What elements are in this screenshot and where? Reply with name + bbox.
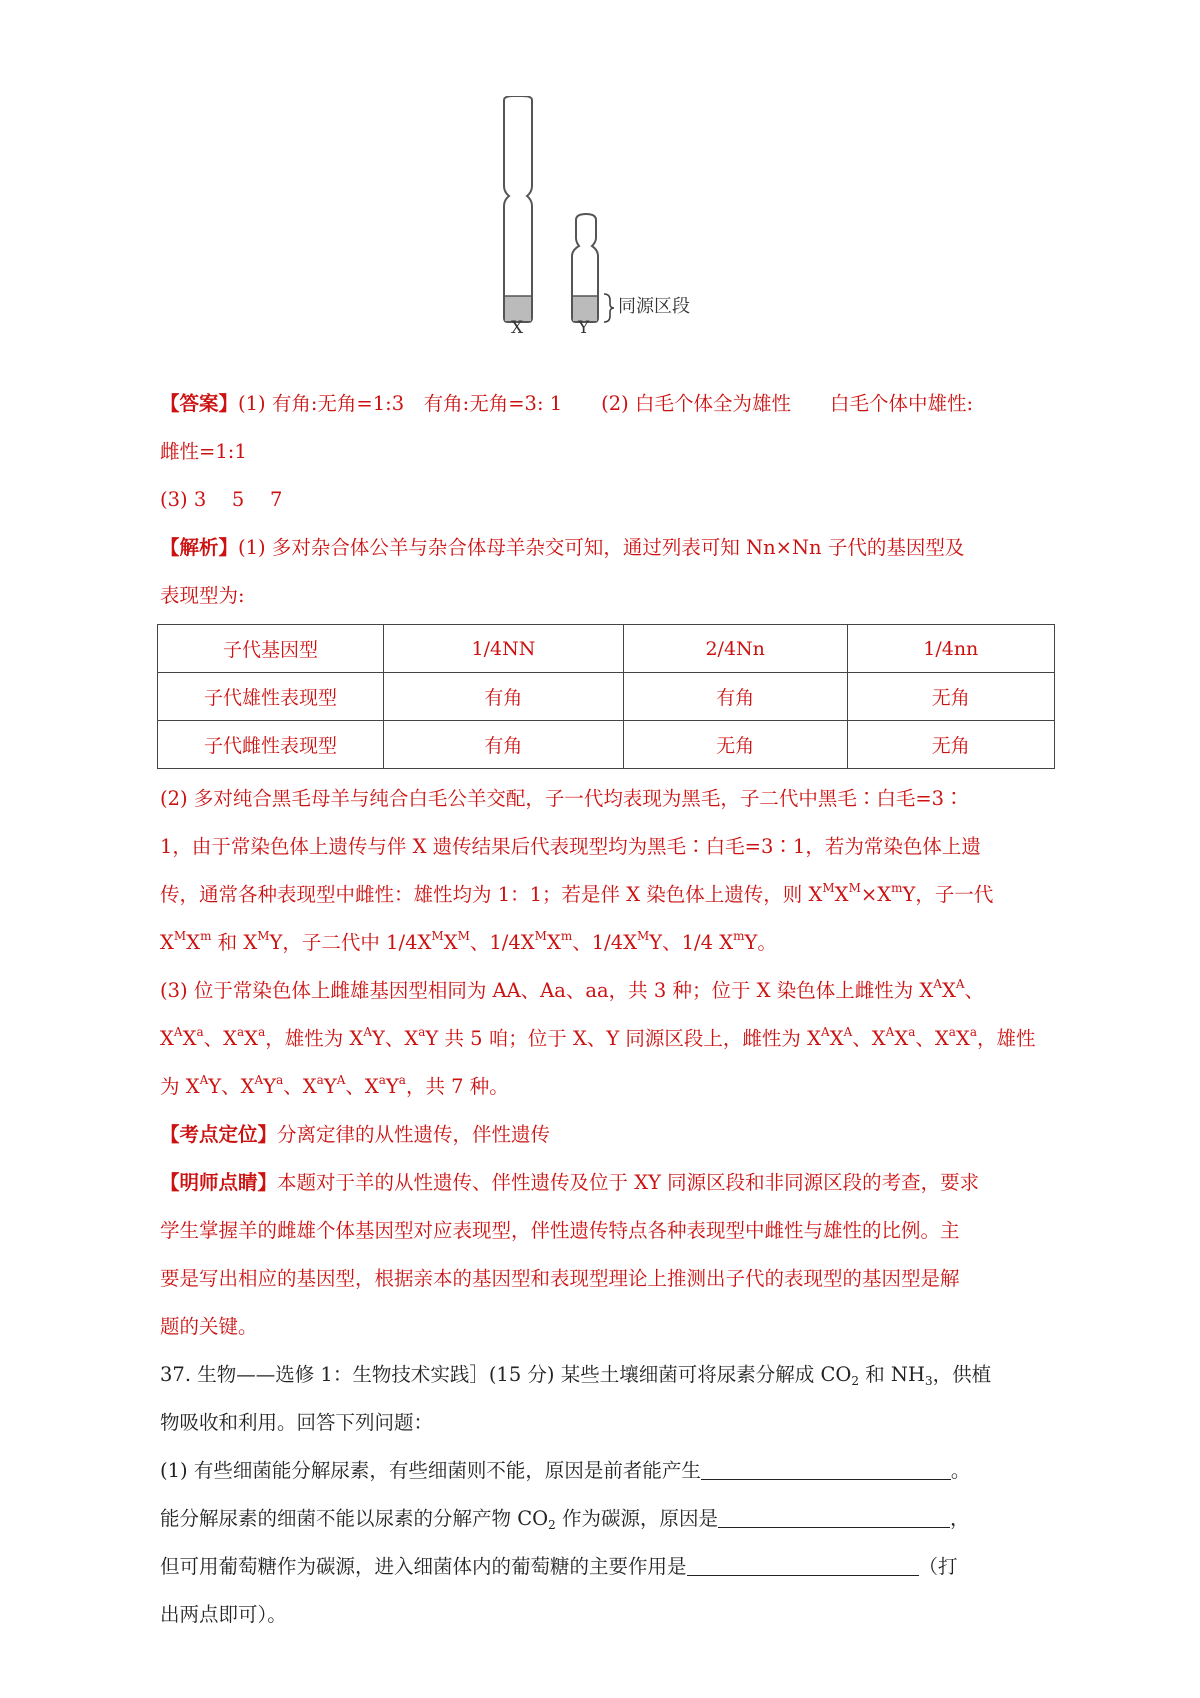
superscript: a: [196, 1025, 204, 1039]
superscript: M: [457, 929, 470, 943]
superscript: a: [908, 1025, 916, 1039]
answer-blank-3[interactable]: [687, 1553, 919, 1576]
mingshi-line-4: 题的关键。: [160, 1315, 258, 1338]
mingshi-line-1: [160, 1159, 1050, 1207]
q37-line-4: [160, 1495, 1050, 1543]
superscript: a: [237, 1025, 245, 1039]
superscript: a: [276, 1073, 284, 1087]
answer-line-2: 雌性=1:1: [160, 440, 247, 463]
text-run: X: [871, 1027, 886, 1050]
superscript: a: [258, 1025, 266, 1039]
text-run: 作为碳源，原因是: [555, 1507, 718, 1530]
text-run: Y: [208, 1075, 222, 1098]
text-run: Y: [385, 1075, 399, 1098]
text-run: (3) 位于常染色体上雌雄基因型相同为 AA、Aa、aa，共 3 种；位于 X 染色体上雌性为 X: [160, 979, 934, 1002]
text-run: ×X: [860, 883, 892, 906]
superscript: a: [969, 1025, 977, 1039]
text-run: X: [955, 1027, 970, 1050]
text-run: 和 NH: [859, 1363, 925, 1386]
text-run: ，供植: [932, 1363, 992, 1386]
part3-line-2: [160, 1015, 1050, 1063]
analysis-line-2: 表现型为:: [160, 584, 245, 607]
x-chromosome: [504, 96, 532, 322]
superscript: M: [848, 881, 861, 895]
text-run: Y。: [744, 931, 777, 954]
text-run: X: [223, 1027, 238, 1050]
analysis-tag: 【解析】: [160, 536, 239, 559]
text-run: Y、X: [371, 1027, 419, 1050]
text-run: ，: [949, 1507, 970, 1530]
table-cell: 无角: [623, 721, 847, 769]
mingshi-line-3: 要是写出相应的基因型，根据亲本的基因型和表现型理论上推测出子代的表现型的基因型是解: [160, 1267, 960, 1290]
text-run: 、1/4X: [469, 931, 535, 954]
analysis-text-1: (1) 多对杂合体公羊与杂合体母羊杂交可知，通过列表可知 Nn×Nn 子代的基因型及: [238, 536, 965, 559]
text-run: 传，通常各种表现型中雌性：雄性均为 1：1；若是伴 X 染色体上遗传，则 X: [160, 883, 823, 906]
superscript: A: [933, 977, 942, 991]
text-run: Y、1/4 X: [649, 931, 734, 954]
superscript: A: [821, 1025, 830, 1039]
table-cell: 2/4Nn: [623, 625, 847, 673]
q37-line-6: 出两点即可）。: [160, 1603, 287, 1626]
text-run: 、: [852, 1027, 872, 1050]
superscript: a: [418, 1025, 426, 1039]
answer-text-1: (1) 有角:无角=1:3 有角:无角=3: 1 (2) 白毛个体全为雄性 白毛个体中雄性:: [238, 392, 974, 415]
superscript: M: [257, 929, 270, 943]
bracket-label: 同源区段: [618, 296, 690, 317]
part3-line-3: [160, 1063, 1050, 1111]
q37-line-3: [160, 1447, 1050, 1495]
text-run: (1) 有些细菌能分解尿素，有些细菌则不能，原因是前者能产生: [160, 1459, 701, 1482]
subscript: 2: [851, 1374, 859, 1388]
superscript: A: [843, 1025, 853, 1039]
text-run: X: [834, 883, 849, 906]
superscript: A: [254, 1073, 264, 1087]
answer-tag: 【答案】: [160, 392, 239, 415]
text-run: X: [240, 1075, 255, 1098]
superscript: a: [948, 1025, 956, 1039]
superscript: A: [173, 1025, 183, 1039]
table-row: [158, 673, 1055, 721]
table-cell: 有角: [384, 673, 624, 721]
text-run: 和 X: [211, 931, 258, 954]
main-content: [160, 380, 1050, 1639]
superscript: a: [378, 1073, 386, 1087]
text-run: X: [941, 979, 956, 1002]
part3-line-1: [160, 967, 1050, 1015]
text-run: 37. 生物——选修 1：生物技术实践］(15 分) 某些土壤细菌可将尿素分解成 CO: [160, 1363, 852, 1386]
subscript: 2: [548, 1518, 556, 1532]
text-run: ，雄性为 X: [265, 1027, 364, 1050]
mingshi-text-1: 本题对于羊的从性遗传、伴性遗传及位于 XY 同源区段和非同源区段的考查，要求: [277, 1171, 980, 1194]
superscript: A: [955, 977, 965, 991]
subscript: 3: [924, 1374, 933, 1388]
text-run: 能分解尿素的细菌不能以尿素的分解产物 CO: [160, 1507, 549, 1530]
mingshi-tag: 【明师点睛】: [160, 1171, 278, 1194]
superscript: A: [336, 1073, 346, 1087]
superscript: M: [534, 929, 547, 943]
superscript: M: [173, 929, 187, 943]
text-run: 、: [283, 1075, 303, 1098]
bracket-icon: [604, 294, 614, 322]
q37-line-1: [160, 1351, 1050, 1399]
text-run: X: [829, 1027, 844, 1050]
superscript: a: [316, 1073, 324, 1087]
text-run: 为 X: [160, 1075, 200, 1098]
table-row: [158, 721, 1055, 769]
text-run: X: [160, 1027, 174, 1050]
text-run: Y: [263, 1075, 277, 1098]
text-run: 、: [203, 1027, 224, 1050]
superscript: A: [885, 1025, 895, 1039]
answer-blank-1[interactable]: [701, 1457, 951, 1480]
answer-line-1: [160, 380, 1050, 428]
text-run: X: [894, 1027, 909, 1050]
table-cell: 无角: [847, 673, 1054, 721]
superscript: m: [200, 929, 212, 943]
superscript: M: [636, 929, 650, 943]
q37-line-2: 物吸收和利用。回答下列问题：: [160, 1411, 434, 1434]
text-run: X: [244, 1027, 259, 1050]
text-run: （打: [918, 1555, 958, 1578]
text-run: ，共 7 种。: [405, 1075, 509, 1098]
part2-line-1: (2) 多对纯合黑毛母羊与纯合白毛公羊交配，子一代均表现为黑毛，子二代中黑毛∶白毛=3∶: [160, 787, 964, 810]
text-run: Y，子一代: [902, 883, 994, 906]
text-run: Y 共 5 咱；位于 X、Y 同源区段上，雌性为 X: [425, 1027, 822, 1050]
superscript: m: [891, 881, 903, 895]
table-cell: 子代雄性表现型: [158, 673, 384, 721]
table-cell: 有角: [623, 673, 847, 721]
table-cell: 子代雌性表现型: [158, 721, 384, 769]
part2-line-3: [160, 871, 1050, 919]
kaodian-text: 分离定律的从性遗传，伴性遗传: [277, 1123, 551, 1146]
table-row: [158, 625, 1055, 673]
kaodian-line: [160, 1111, 1050, 1159]
text-run: 、: [915, 1027, 935, 1050]
text-run: 、: [964, 979, 985, 1002]
text-run: X: [302, 1075, 317, 1098]
superscript: A: [199, 1073, 209, 1087]
superscript: A: [363, 1025, 372, 1039]
genotype-table: [157, 624, 1055, 769]
text-run: X: [364, 1075, 379, 1098]
q37-line-5: [160, 1543, 1050, 1591]
text-run: ，雄性: [976, 1027, 1036, 1050]
text-run: X: [443, 931, 458, 954]
superscript: M: [822, 881, 835, 895]
analysis-line-1: [160, 524, 1050, 572]
answer-blank-2[interactable]: [718, 1505, 950, 1528]
part2-line-2: 1，由于常染色体上遗传与伴 X 遗传结果后代表现型均为黑毛∶白毛=3∶1，若为常染色体上遗: [160, 835, 981, 858]
table-cell: 子代基因型: [158, 625, 384, 673]
text-run: 、: [221, 1075, 241, 1098]
text-run: X: [186, 931, 201, 954]
text-run: Y，子二代中 1/4X: [269, 931, 432, 954]
superscript: m: [733, 929, 745, 943]
text-run: 、1/4X: [572, 931, 637, 954]
kaodian-tag: 【考点定位】: [160, 1123, 278, 1146]
table-cell: 有角: [384, 721, 624, 769]
mingshi-line-2: 学生掌握羊的雌雄个体基因型对应表现型，伴性遗传特点各种表现型中雌性与雄性的比例。主: [160, 1219, 960, 1242]
answer-line-3: (3) 3 5 7: [160, 488, 283, 511]
superscript: m: [560, 929, 573, 943]
text-run: 。: [950, 1459, 971, 1482]
text-run: X: [546, 931, 561, 954]
text-run: 但可用葡萄糖作为碳源，进入细菌体内的葡萄糖的主要作用是: [160, 1555, 687, 1578]
label-y: Y: [578, 318, 590, 338]
text-run: X: [934, 1027, 949, 1050]
table-cell: 1/4NN: [384, 625, 624, 673]
text-run: X: [160, 931, 174, 954]
text-run: 、: [345, 1075, 365, 1098]
text-run: X: [182, 1027, 197, 1050]
superscript: M: [431, 929, 444, 943]
text-run: Y: [323, 1075, 337, 1098]
superscript: a: [398, 1073, 406, 1087]
chromosome-figure: [480, 96, 720, 376]
table-cell: 无角: [847, 721, 1054, 769]
table-cell: 1/4nn: [847, 625, 1054, 673]
label-x: X: [511, 318, 524, 338]
part2-line-4: [160, 919, 1050, 967]
